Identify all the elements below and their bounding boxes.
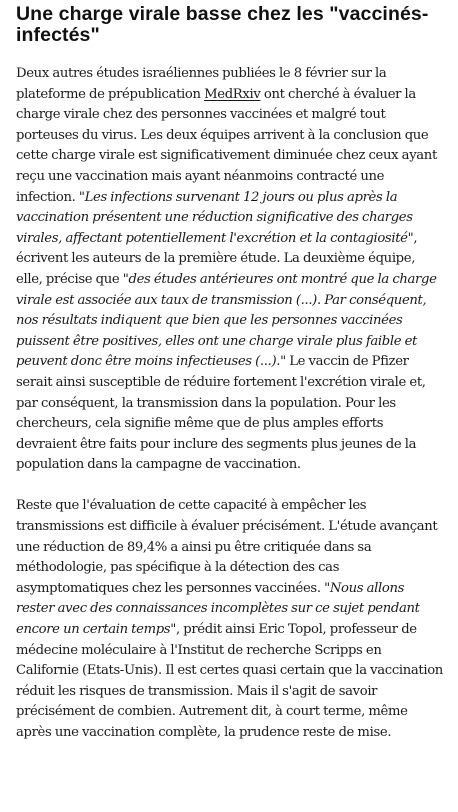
paragraph-1-text-3: , écrivent les auteurs de la première étude. La deuxième équipe, elle, précise que <box>16 230 418 287</box>
paragraph-2-text-2: , prédit ainsi Eric Topol, professeur de médecine moléculaire à l'Institut de recherche Scripps en Californie (Etats-Unis). Il est certes quasi certain que la vaccination réduit les risques de transmission. Mais il s'agit de savoir précisément de combien. Autrement dit, à court terme, même après une vaccination complète, la prudence reste de mise. <box>16 622 443 740</box>
paragraph-1-quote-1: "Les infections survenant 12 jours ou plus après la vaccination présentent une réduction significative des charges virales, affectant potentiellement l'excrétion et la contagiosité" <box>16 189 414 246</box>
medrxiv-link[interactable]: MedRxiv <box>204 86 261 102</box>
article <box>16 4 444 744</box>
paragraph-1-text-1: Deux autres études israéliennes publiées le 8 février sur la plateforme de prépublication <box>16 66 387 102</box>
paragraph-1 <box>16 64 444 476</box>
paragraph-2-quote-1: "Nous allons rester avec des connaissances incomplètes sur ce sujet pendant encore un certain temps" <box>16 580 420 638</box>
paragraph-2 <box>16 496 444 743</box>
article-headline: Une charge virale basse chez les "vaccinés-infectés" <box>16 3 429 46</box>
paragraph-1-quote-2: "des études antérieures ont montré que la charge virale est associée aux taux de transmission (...). Par conséquent, nos résultats indiquent que bien que les personnes vaccinées puissent être positives, elles ont une charge virale plus faible et peuvent donc être moins infectieuses (...)." <box>16 271 437 370</box>
paragraph-1-text-4: Le vaccin de Pfizer serait ainsi susceptible de réduire fortement l'excrétion virale et, par conséquent, la transmission dans la population. Pour les chercheurs, cela signifie même que de plus amples efforts devraient être faits pour inclure des segments plus jeunes de la population dans la campagne de vaccination. <box>16 354 426 473</box>
paragraph-2-text-1: Reste que l'évaluation de cette capacité à empêcher les transmissions est difficile à évaluer précisément. L'étude avançant une réduction de 89,4% a ainsi pu être critiquée dans sa méthodologie, pas spécifique à la détection des cas asymptomatiques chez les personnes vaccinées. <box>16 498 438 596</box>
paragraph-1-text-2: ont cherché à évaluer la charge virale chez des personnes vaccinées et malgré tout porteuses du virus. Les deux équipes arrivent à la conclusion que cette charge virale est significativement diminuée chez ceux ayant reçu une vaccination mais ayant néanmoins contracté une infection. <box>16 86 437 205</box>
